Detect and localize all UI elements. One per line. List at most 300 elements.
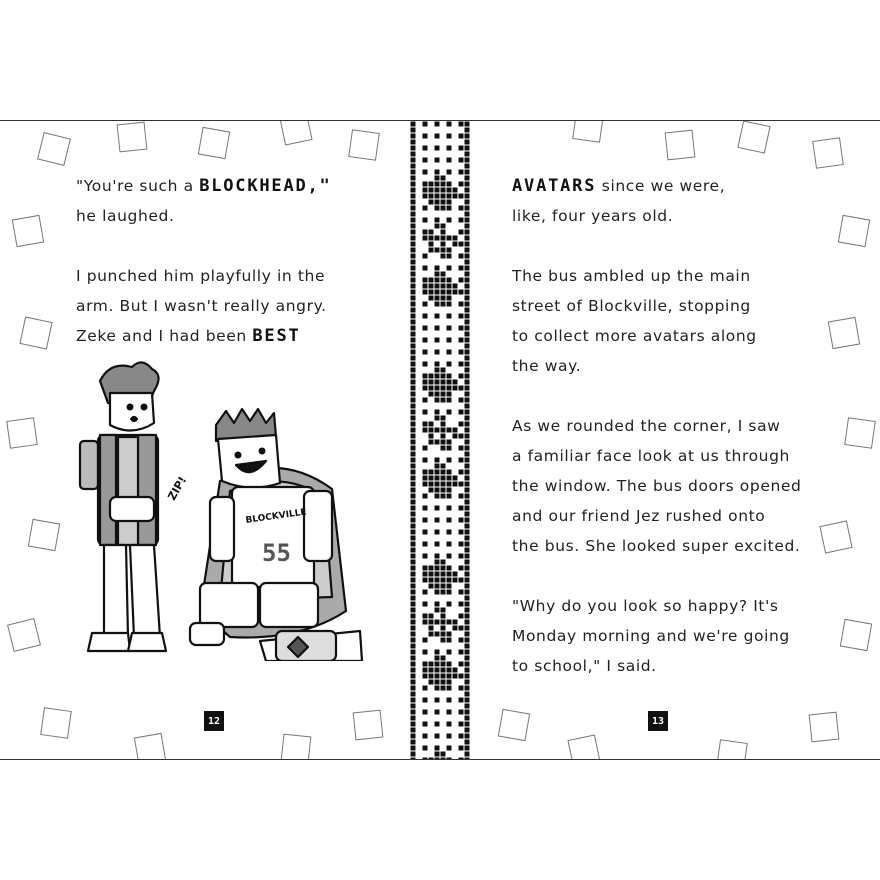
spine-pixel (465, 422, 470, 427)
spine-pixel (429, 284, 434, 289)
spine-pixel (447, 662, 452, 667)
page-number-left: 12 (204, 711, 224, 731)
spine-pixel (465, 446, 470, 451)
spine-pixel (411, 470, 416, 475)
spine-pixel (459, 302, 464, 307)
spine-pixel (465, 236, 470, 241)
spine-pixel (465, 350, 470, 355)
spine-pixel (435, 620, 440, 625)
decorative-square (348, 129, 380, 161)
paragraph-gap (76, 231, 332, 261)
spine-pixel (435, 560, 440, 565)
spine-pixel (423, 494, 428, 499)
spine-pixel (441, 176, 446, 181)
spine-pixel (447, 146, 452, 151)
spine-pixel (435, 158, 440, 163)
right-page (470, 121, 880, 759)
spine-pixel (423, 374, 428, 379)
spine-pixel (465, 230, 470, 235)
spine-pixel (435, 572, 440, 577)
spine-pixel (447, 620, 452, 625)
spine-pixel (459, 398, 464, 403)
spine-pixel (465, 314, 470, 319)
spine-pixel (411, 668, 416, 673)
spine-pixel (465, 482, 470, 487)
text-run: "You're such a (76, 177, 200, 195)
spine-pixel (465, 692, 470, 697)
spine-pixel (423, 470, 428, 475)
spine-pixel (441, 386, 446, 391)
spine-pixel (411, 206, 416, 211)
spine-pixel (411, 296, 416, 301)
spine-pixel (411, 332, 416, 337)
spine-pixel (435, 314, 440, 319)
pixel-spine-divider (410, 121, 470, 759)
spine-pixel (465, 662, 470, 667)
spine-pixel (441, 488, 446, 493)
spine-pixel (423, 686, 428, 691)
spine-pixel (465, 170, 470, 175)
spine-pixel (423, 590, 428, 595)
spine-pixel (465, 440, 470, 445)
spine-pixel (423, 362, 428, 367)
spine-pixel (411, 422, 416, 427)
spine-pixel (441, 284, 446, 289)
spine-pixel (441, 236, 446, 241)
decorative-square (737, 120, 770, 153)
spine-pixel (411, 584, 416, 589)
spine-pixel (447, 650, 452, 655)
spine-pixel (465, 620, 470, 625)
text-run: arm. But I wasn't really angry. (76, 297, 327, 315)
spine-pixel (423, 170, 428, 175)
spine-pixel (465, 128, 470, 133)
spine-pixel (441, 206, 446, 211)
spine-pixel (465, 182, 470, 187)
spine-pixel (459, 638, 464, 643)
spine-pixel (453, 668, 458, 673)
spine-pixel (459, 734, 464, 739)
spine-pixel (459, 722, 464, 727)
spine-pixel (465, 464, 470, 469)
spine-pixel (465, 194, 470, 199)
spine-pixel (411, 218, 416, 223)
spine-pixel (465, 686, 470, 691)
spine-pixel (465, 374, 470, 379)
spine-pixel (459, 746, 464, 751)
spine-pixel (459, 206, 464, 211)
spine-pixel (459, 542, 464, 547)
spine-pixel (423, 122, 428, 127)
spine-pixel (423, 734, 428, 739)
spine-pixel (411, 710, 416, 715)
spine-pixel (447, 200, 452, 205)
spine-pixel (423, 314, 428, 319)
spine-pixel (423, 254, 428, 259)
spine-pixel (447, 236, 452, 241)
spine-pixel (441, 632, 446, 637)
spine-pixel (435, 602, 440, 607)
spine-pixel (459, 218, 464, 223)
spine-pixel (411, 656, 416, 661)
spine-pixel (411, 182, 416, 187)
spine-pixel (411, 134, 416, 139)
spine-pixel (459, 758, 464, 760)
spine-pixel (435, 206, 440, 211)
spine-pixel (465, 740, 470, 745)
spine-pixel (459, 290, 464, 295)
text-run: and our friend Jez rushed onto (512, 507, 766, 525)
spine-pixel (465, 416, 470, 421)
spine-pixel (429, 422, 434, 427)
spine-pixel (411, 560, 416, 565)
spine-pixel (435, 386, 440, 391)
spine-pixel (465, 602, 470, 607)
spine-pixel (465, 494, 470, 499)
spine-pixel (465, 212, 470, 217)
spine-pixel (411, 680, 416, 685)
spine-pixel (423, 572, 428, 577)
decorative-square (567, 734, 600, 760)
spine-pixel (447, 194, 452, 199)
spine-pixel (465, 674, 470, 679)
spine-pixel (447, 302, 452, 307)
spine-pixel (465, 500, 470, 505)
spine-pixel (429, 428, 434, 433)
spine-pixel (411, 434, 416, 439)
spine-pixel (465, 488, 470, 493)
spine-pixel (423, 146, 428, 151)
emphasis-word: BEST (252, 326, 301, 346)
text-line (76, 171, 332, 201)
spine-pixel (423, 218, 428, 223)
spine-pixel (465, 158, 470, 163)
spine-pixel (435, 368, 440, 373)
spine-pixel (465, 176, 470, 181)
spine-pixel (423, 158, 428, 163)
spine-pixel (465, 704, 470, 709)
text-line (512, 471, 801, 501)
spine-pixel (447, 734, 452, 739)
text-line (512, 351, 801, 381)
spine-pixel (465, 284, 470, 289)
spine-pixel (429, 488, 434, 493)
spine-pixel (447, 254, 452, 259)
spine-pixel (459, 362, 464, 367)
spine-pixel (423, 266, 428, 271)
spine-pixel (423, 302, 428, 307)
spine-pixel (411, 392, 416, 397)
left-page-text (76, 171, 332, 351)
spine-pixel (459, 506, 464, 511)
spine-pixel (447, 446, 452, 451)
spine-pixel (411, 350, 416, 355)
spine-pixel (411, 326, 416, 331)
decorative-square (12, 215, 44, 247)
spine-pixel (423, 182, 428, 187)
spine-pixel (411, 176, 416, 181)
spine-pixel (465, 326, 470, 331)
decorative-square (353, 710, 384, 741)
spine-pixel (435, 650, 440, 655)
spine-pixel (441, 482, 446, 487)
text-run: the bus. She looked super excited. (512, 537, 801, 555)
decorative-square (117, 122, 148, 153)
spine-pixel (447, 170, 452, 175)
spine-pixel (429, 668, 434, 673)
decorative-square (40, 707, 72, 739)
spine-pixel (441, 560, 446, 565)
spine-pixel (447, 458, 452, 463)
text-run: to school," I said. (512, 657, 657, 675)
spine-pixel (441, 254, 446, 259)
spine-pixel (441, 470, 446, 475)
spine-pixel (435, 398, 440, 403)
text-run: to collect more avatars along (512, 327, 757, 345)
spine-pixel (465, 368, 470, 373)
spine-pixel (453, 482, 458, 487)
spine-pixel (435, 200, 440, 205)
paragraph-gap (512, 231, 801, 261)
spine-pixel (465, 632, 470, 637)
spine-pixel (453, 284, 458, 289)
spine-pixel (441, 680, 446, 685)
spine-pixel (441, 392, 446, 397)
spine-pixel (441, 674, 446, 679)
spine-pixel (459, 554, 464, 559)
spine-pixel (411, 596, 416, 601)
spine-pixel (453, 290, 458, 295)
spine-pixel (411, 290, 416, 295)
spine-pixel (411, 494, 416, 499)
text-run: Zeke and I had been (76, 327, 253, 345)
spine-pixel (435, 374, 440, 379)
spine-pixel (447, 338, 452, 343)
spine-pixel (441, 584, 446, 589)
spine-pixel (465, 200, 470, 205)
spine-pixel (435, 686, 440, 691)
spine-pixel (435, 440, 440, 445)
spine-pixel (447, 638, 452, 643)
spine-pixel (465, 512, 470, 517)
spine-pixel (411, 344, 416, 349)
spine-pixel (435, 122, 440, 127)
spine-pixel (411, 146, 416, 151)
spine-pixel (435, 488, 440, 493)
spine-pixel (411, 338, 416, 343)
spine-pixel (411, 722, 416, 727)
spine-pixel (447, 350, 452, 355)
spine-pixel (453, 194, 458, 199)
spine-pixel (441, 302, 446, 307)
spine-pixel (411, 674, 416, 679)
spine-pixel (465, 392, 470, 397)
spine-pixel (447, 674, 452, 679)
seated-boy-figure (190, 409, 336, 661)
spine-pixel (435, 662, 440, 667)
spine-pixel (435, 218, 440, 223)
spine-pixel (459, 194, 464, 199)
paragraph-gap (512, 381, 801, 411)
spine-pixel (423, 482, 428, 487)
spine-pixel (465, 614, 470, 619)
spine-pixel (459, 422, 464, 427)
spine-pixel (423, 668, 428, 673)
spine-pixel (453, 242, 458, 247)
spine-pixel (411, 266, 416, 271)
spine-pixel (441, 686, 446, 691)
spine-pixel (435, 266, 440, 271)
spine-pixel (447, 758, 452, 760)
spine-pixel (441, 440, 446, 445)
spine-pixel (465, 476, 470, 481)
spine-pixel (459, 626, 464, 631)
spine-pixel (441, 278, 446, 283)
decorative-square (838, 215, 870, 247)
spine-pixel (459, 602, 464, 607)
spine-pixel (423, 386, 428, 391)
standing-boy-figure (80, 362, 166, 651)
spine-pixel (453, 674, 458, 679)
text-line (512, 201, 801, 231)
spine-pixel (423, 638, 428, 643)
spine-pixel (465, 470, 470, 475)
spine-pixel (411, 578, 416, 583)
spine-pixel (429, 248, 434, 253)
decorative-square (198, 127, 230, 159)
spine-pixel (423, 650, 428, 655)
spine-pixel (441, 188, 446, 193)
spine-pixel (435, 698, 440, 703)
spine-pixel (441, 422, 446, 427)
decorative-square (7, 618, 41, 652)
spine-pixel (447, 686, 452, 691)
spine-pixel (465, 146, 470, 151)
spine-pixel (411, 284, 416, 289)
decorative-square (828, 317, 860, 349)
spine-pixel (441, 638, 446, 643)
spine-pixel (447, 410, 452, 415)
spine-pixel (465, 548, 470, 553)
spine-pixel (465, 680, 470, 685)
spine-pixel (441, 578, 446, 583)
spine-pixel (459, 170, 464, 175)
spine-pixel (411, 158, 416, 163)
spine-pixel (465, 650, 470, 655)
spine-pixel (459, 650, 464, 655)
spine-pixel (411, 608, 416, 613)
spine-pixel (459, 230, 464, 235)
spine-pixel (465, 272, 470, 277)
spine-pixel (465, 530, 470, 535)
spine-pixel (459, 374, 464, 379)
spine-pixel (423, 206, 428, 211)
spine-pixel (435, 350, 440, 355)
text-line (512, 591, 801, 621)
decorative-square (19, 316, 52, 349)
spine-pixel (441, 398, 446, 403)
spine-pixel (465, 626, 470, 631)
spine-pixel (429, 236, 434, 241)
spine-pixel (423, 380, 428, 385)
spine-pixel (465, 152, 470, 157)
spine-pixel (411, 452, 416, 457)
spine-pixel (447, 182, 452, 187)
text-line (76, 321, 332, 351)
spine-pixel (447, 494, 452, 499)
decorative-square (844, 417, 876, 449)
spine-pixel (465, 758, 470, 760)
spine-pixel (441, 572, 446, 577)
spine-pixel (411, 230, 416, 235)
spine-pixel (441, 374, 446, 379)
spine-pixel (411, 734, 416, 739)
spine-pixel (459, 326, 464, 331)
spine-pixel (429, 278, 434, 283)
spine-pixel (447, 314, 452, 319)
spine-pixel (429, 674, 434, 679)
spine-pixel (447, 284, 452, 289)
spine-pixel (459, 530, 464, 535)
spine-pixel (411, 620, 416, 625)
spine-pixel (411, 380, 416, 385)
spine-pixel (441, 248, 446, 253)
spine-pixel (423, 542, 428, 547)
spine-pixel (423, 662, 428, 667)
spine-pixel (459, 590, 464, 595)
text-run: I punched him playfully in the (76, 267, 326, 285)
spine-pixel (423, 674, 428, 679)
spine-pixel (453, 380, 458, 385)
spine-pixel (465, 296, 470, 301)
spine-pixel (429, 626, 434, 631)
spine-pixel (441, 296, 446, 301)
spine-pixel (411, 518, 416, 523)
spine-pixel (465, 590, 470, 595)
spine-pixel (411, 224, 416, 229)
spine-pixel (459, 662, 464, 667)
spine-pixel (465, 716, 470, 721)
spine-pixel (465, 608, 470, 613)
spine-pixel (411, 746, 416, 751)
spine-pixel (459, 518, 464, 523)
spine-pixel (447, 602, 452, 607)
spine-pixel (423, 428, 428, 433)
spine-pixel (411, 536, 416, 541)
spine-pixel (465, 746, 470, 751)
text-run: the window. The bus doors opened (512, 477, 802, 495)
decorative-square (279, 120, 312, 146)
spine-pixel (411, 482, 416, 487)
spine-pixel (465, 728, 470, 733)
text-line (512, 411, 801, 441)
spine-pixel (429, 680, 434, 685)
spine-pixel (435, 494, 440, 499)
spine-pixel (411, 698, 416, 703)
spine-pixel (411, 542, 416, 547)
spine-pixel (423, 578, 428, 583)
spine-pixel (411, 602, 416, 607)
text-run: Monday morning and we're going (512, 627, 790, 645)
text-run: since we were, (596, 177, 726, 195)
spine-pixel (447, 476, 452, 481)
spine-pixel (459, 674, 464, 679)
text-line (76, 291, 332, 321)
spine-pixel (465, 134, 470, 139)
spine-pixel (465, 338, 470, 343)
spine-pixel (447, 428, 452, 433)
spine-pixel (465, 140, 470, 145)
